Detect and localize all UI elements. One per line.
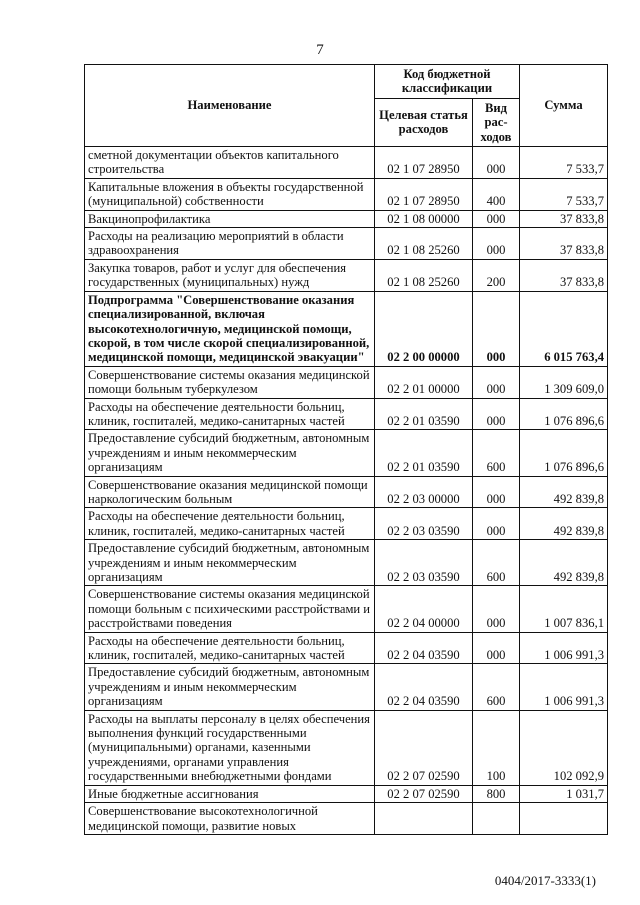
row-expense-type xyxy=(473,803,520,835)
row-sum: 37 833,8 xyxy=(520,210,608,227)
row-name: Расходы на обеспечение деятельности больниц, клиник, госпиталей, медико-санитарных частей xyxy=(85,508,375,540)
row-sum: 1 309 609,0 xyxy=(520,366,608,398)
table-row xyxy=(85,259,608,291)
table-row xyxy=(85,210,608,227)
row-sum: 37 833,8 xyxy=(520,259,608,291)
document-code: 0404/2017-3333(1) xyxy=(494,873,596,888)
row-target-article: 02 2 01 03590 xyxy=(375,430,473,476)
row-name: Совершенствование системы оказания медицинской помощи больным с психическими расстройствами и расстройствами поведения xyxy=(85,586,375,632)
row-expense-type: 000 xyxy=(473,366,520,398)
header-budget-code-group: Код бюджетной классификации xyxy=(375,65,520,99)
row-expense-type: 000 xyxy=(473,210,520,227)
row-name: Подпрограмма "Совершенствование оказания специализированной, включая высокотехнологичную, медицинской помощи, скорой, в том числе скорой специализированной, медицинской помощи, медицинской эвакуации" xyxy=(85,291,375,366)
row-target-article: 02 2 03 03590 xyxy=(375,508,473,540)
row-sum: 492 839,8 xyxy=(520,540,608,586)
row-target-article: 02 2 04 03590 xyxy=(375,664,473,710)
row-sum: 1 006 991,3 xyxy=(520,664,608,710)
row-sum: 1 031,7 xyxy=(520,785,608,802)
row-target-article: 02 1 08 25260 xyxy=(375,228,473,260)
row-target-article: 02 2 01 00000 xyxy=(375,366,473,398)
row-expense-type: 000 xyxy=(473,586,520,632)
table-row xyxy=(85,508,608,540)
row-expense-type: 000 xyxy=(473,398,520,430)
row-expense-type: 000 xyxy=(473,632,520,664)
row-sum xyxy=(520,803,608,835)
row-expense-type: 800 xyxy=(473,785,520,802)
row-target-article: 02 2 04 00000 xyxy=(375,586,473,632)
row-name: Расходы на выплаты персоналу в целях обеспечения выполнения функций государственными (муниципальными) органами, казенными учреждениями, органами управления государственными внебюджетными фондами xyxy=(85,710,375,785)
row-sum: 492 839,8 xyxy=(520,508,608,540)
header-target-article: Целевая статья расходов xyxy=(375,98,473,146)
row-name: Расходы на обеспечение деятельности больниц, клиник, госпиталей, медико-санитарных частей xyxy=(85,398,375,430)
row-name: Предоставление субсидий бюджетным, автономным учреждениям и иным некоммерческим организациям xyxy=(85,430,375,476)
row-target-article: 02 1 08 25260 xyxy=(375,259,473,291)
row-expense-type: 000 xyxy=(473,228,520,260)
table-row xyxy=(85,710,608,785)
row-target-article: 02 1 07 28950 xyxy=(375,147,473,179)
row-expense-type: 600 xyxy=(473,540,520,586)
table-row xyxy=(85,147,608,179)
row-expense-type: 400 xyxy=(473,178,520,210)
row-sum: 7 533,7 xyxy=(520,178,608,210)
row-expense-type: 000 xyxy=(473,291,520,366)
table-row xyxy=(85,803,608,835)
row-name: Совершенствование оказания медицинской помощи наркологическим больным xyxy=(85,476,375,508)
row-expense-type: 000 xyxy=(473,476,520,508)
row-name: Вакцинопрофилактика xyxy=(85,210,375,227)
table-row xyxy=(85,366,608,398)
table-row xyxy=(85,430,608,476)
row-name: Закупка товаров, работ и услуг для обеспечения государственных (муниципальных) нужд xyxy=(85,259,375,291)
header-expense-type: Вид рас-ходов xyxy=(473,98,520,146)
row-expense-type: 000 xyxy=(473,508,520,540)
table-row xyxy=(85,664,608,710)
row-expense-type: 200 xyxy=(473,259,520,291)
row-name: Капитальные вложения в объекты государственной (муниципальной) собственности xyxy=(85,178,375,210)
row-target-article: 02 1 08 00000 xyxy=(375,210,473,227)
row-name: Совершенствование высокотехнологичной медицинской помощи, развитие новых xyxy=(85,803,375,835)
header-sum: Сумма xyxy=(520,65,608,147)
table-row xyxy=(85,785,608,802)
row-expense-type: 100 xyxy=(473,710,520,785)
row-target-article: 02 2 07 02590 xyxy=(375,710,473,785)
page-number: 7 xyxy=(316,42,324,58)
row-name: Совершенствование системы оказания медицинской помощи больным туберкулезом xyxy=(85,366,375,398)
row-target-article: 02 2 00 00000 xyxy=(375,291,473,366)
row-sum: 37 833,8 xyxy=(520,228,608,260)
table-row xyxy=(85,476,608,508)
budget-table xyxy=(84,64,608,835)
table-header xyxy=(85,65,608,147)
row-target-article: 02 2 07 02590 xyxy=(375,785,473,802)
row-sum: 1 006 991,3 xyxy=(520,632,608,664)
row-expense-type: 000 xyxy=(473,147,520,179)
row-target-article: 02 2 03 00000 xyxy=(375,476,473,508)
row-target-article: 02 2 04 03590 xyxy=(375,632,473,664)
row-sum: 1 076 896,6 xyxy=(520,398,608,430)
row-sum: 6 015 763,4 xyxy=(520,291,608,366)
row-sum: 1 076 896,6 xyxy=(520,430,608,476)
table-row xyxy=(85,398,608,430)
table-row xyxy=(85,632,608,664)
row-name: сметной документации объектов капитального строительства xyxy=(85,147,375,179)
table-row xyxy=(85,586,608,632)
row-name: Расходы на реализацию мероприятий в области здравоохранения xyxy=(85,228,375,260)
table-row xyxy=(85,228,608,260)
table-row xyxy=(85,291,608,366)
row-target-article: 02 1 07 28950 xyxy=(375,178,473,210)
row-sum: 102 092,9 xyxy=(520,710,608,785)
row-sum: 1 007 836,1 xyxy=(520,586,608,632)
row-target-article xyxy=(375,803,473,835)
row-sum: 7 533,7 xyxy=(520,147,608,179)
table-row xyxy=(85,540,608,586)
table-body xyxy=(85,147,608,835)
row-expense-type: 600 xyxy=(473,664,520,710)
row-target-article: 02 2 01 03590 xyxy=(375,398,473,430)
row-expense-type: 600 xyxy=(473,430,520,476)
header-name: Наименование xyxy=(85,65,375,147)
row-name: Иные бюджетные ассигнования xyxy=(85,785,375,802)
row-name: Предоставление субсидий бюджетным, автономным учреждениям и иным некоммерческим организациям xyxy=(85,540,375,586)
row-sum: 492 839,8 xyxy=(520,476,608,508)
table-row xyxy=(85,178,608,210)
row-target-article: 02 2 03 03590 xyxy=(375,540,473,586)
row-name: Предоставление субсидий бюджетным, автономным учреждениям и иным некоммерческим организациям xyxy=(85,664,375,710)
row-name: Расходы на обеспечение деятельности больниц, клиник, госпиталей, медико-санитарных частей xyxy=(85,632,375,664)
